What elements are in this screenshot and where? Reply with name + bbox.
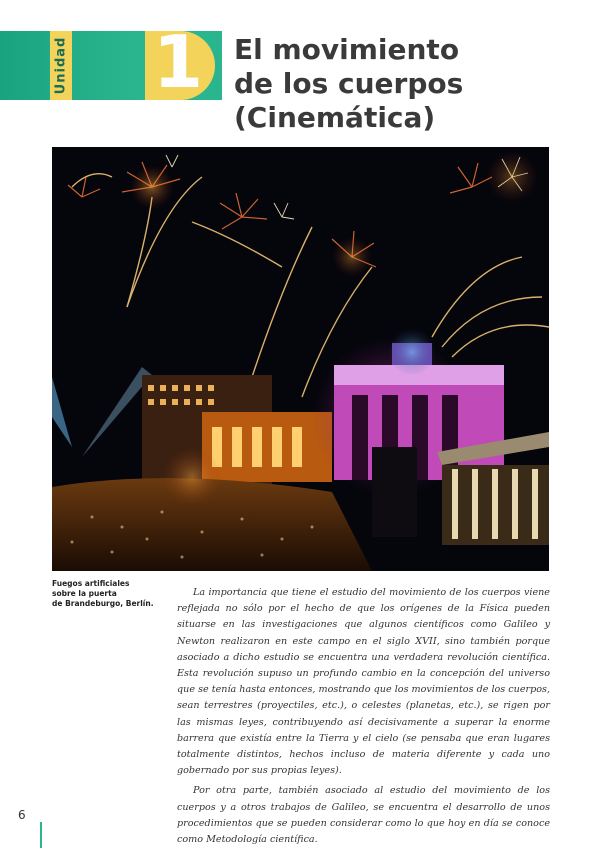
title-line-2: de los cuerpos <box>234 67 464 100</box>
body-paragraph-2: Por otra parte, también asociado al estudio del movimiento de los cuerpos y a otros trabajos de Galileo, se encuentra el desarrollo de unos procedimientos que se pueden considerar como lo que hoy en día se conoce como Metodología científica. <box>177 785 550 846</box>
unit-label-text: Unidad <box>53 36 69 95</box>
title-line-3: (Cinemática) <box>234 101 436 134</box>
caption-line-1: Fuegos artificiales <box>52 579 130 588</box>
body-paragraph-1: La importancia que tiene el estudio del movimiento de los cuerpos viene reflejada no sólo por el hecho de que los orígenes de la Física pueden situarse en las investigaciones que algunos científicos como Galileo y Newton realizaron en este campo en el siglo XVII, sino también porque asociado a dicho estudio se encuentra una verdadera revolución científica. Esta revolución supuso un profundo cambio en la concepción del universo que se tenía hasta entonces, mostrando que los movimientos de los cuerpos, sean terrestres (proyectiles, etc.), o celestes (planetas, etc.), se rigen por las mismas leyes, contribuyendo así decisivamente a superar la enorme barrera que existía entre la Tierra y el cielo (se pensaba que eran lugares totalmente distintos, hechos incluso de materia diferente y cada uno gobernado por sus propias leyes). <box>177 587 550 777</box>
body-text <box>177 585 550 848</box>
page-number-rule <box>40 822 42 848</box>
fireworks-photo <box>52 147 549 571</box>
fireworks-illustration <box>52 147 549 571</box>
caption-line-2: sobre la puerta <box>52 589 117 598</box>
page-number: 6 <box>18 808 26 822</box>
title-line-1: El movimiento <box>234 33 460 66</box>
photo-caption <box>52 579 170 609</box>
page-title <box>234 33 574 135</box>
unit-number: 1 <box>152 20 204 104</box>
caption-line-3: de Brandeburgo, Berlín. <box>52 599 154 608</box>
unit-label <box>50 31 72 100</box>
